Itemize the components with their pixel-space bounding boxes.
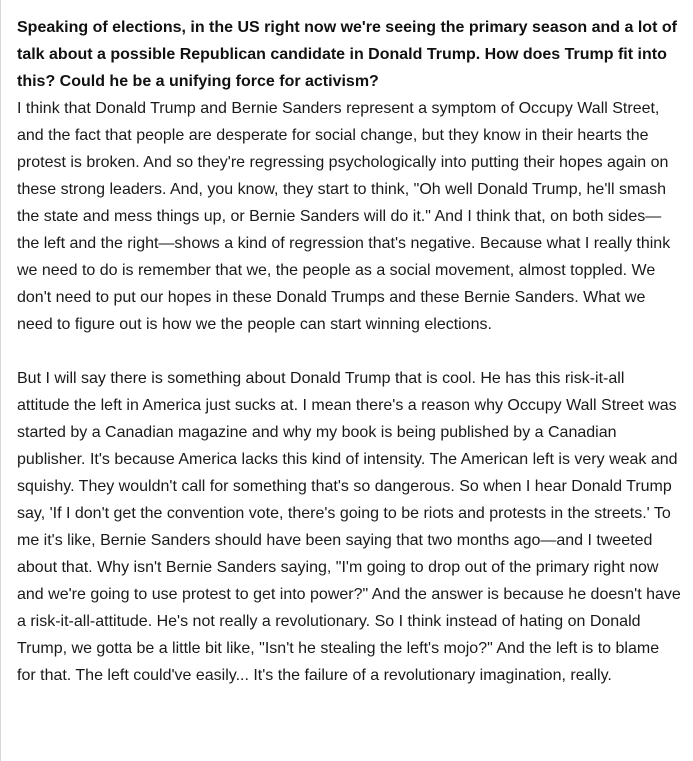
answer-paragraph-1: I think that Donald Trump and Bernie Sanders represent a symptom of Occupy Wall Street, and the fact that people are desperate for social change, but they know in their hearts the protest is broken. And so they're regressing psychologically into putting their hopes again on these strong leaders. And, you know, they start to think, "Oh well Donald Trump, he'll smash the state and mess things up, or Bernie Sanders will do it." And I think that, on both sides—the left and the right—shows a kind of regression that's negative. Because what I really think we need to do is remember that we, the people as a social movement, almost toppled. We don't need to put our hopes in these Donald Trumps and these Bernie Sanders. What we need to figure out is how we the people can start winning elections.	[17, 100, 671, 333]
interview-question: Speaking of elections, in the US right now we're seeing the primary season and a lot of talk about a possible Republican candidate in Donald Trump. How does Trump fit into this? Could he be a unifying force for activism?	[17, 19, 677, 90]
article-body	[17, 14, 681, 689]
answer-paragraph-2: But I will say there is something about Donald Trump that is cool. He has this risk-it-all attitude the left in America just sucks at. I mean there's a reason why Occupy Wall Street was started by a Canadian magazine and why my book is being published by a Canadian publisher. It's because America lacks this kind of intensity. The American left is very weak and squishy. They wouldn't call for something that's so dangerous. So when I hear Donald Trump say, 'If I don't get the convention vote, there's going to be riots and protests in the streets.' To me it's like, Bernie Sanders should have been saying that two months ago—and I tweeted about that. Why isn't Bernie Sanders saying, "I'm going to drop out of the primary right now and we're going to use protest to get into power?" And the answer is because he doesn't have a risk-it-all-attitude. He's not really a revolutionary. So I think instead of hating on Donald Trump, we gotta be a little bit like, "Isn't he stealing the left's mojo?" And the left is to blame for that. The left could've easily... It's the failure of a revolutionary imagination, really.	[17, 370, 681, 684]
